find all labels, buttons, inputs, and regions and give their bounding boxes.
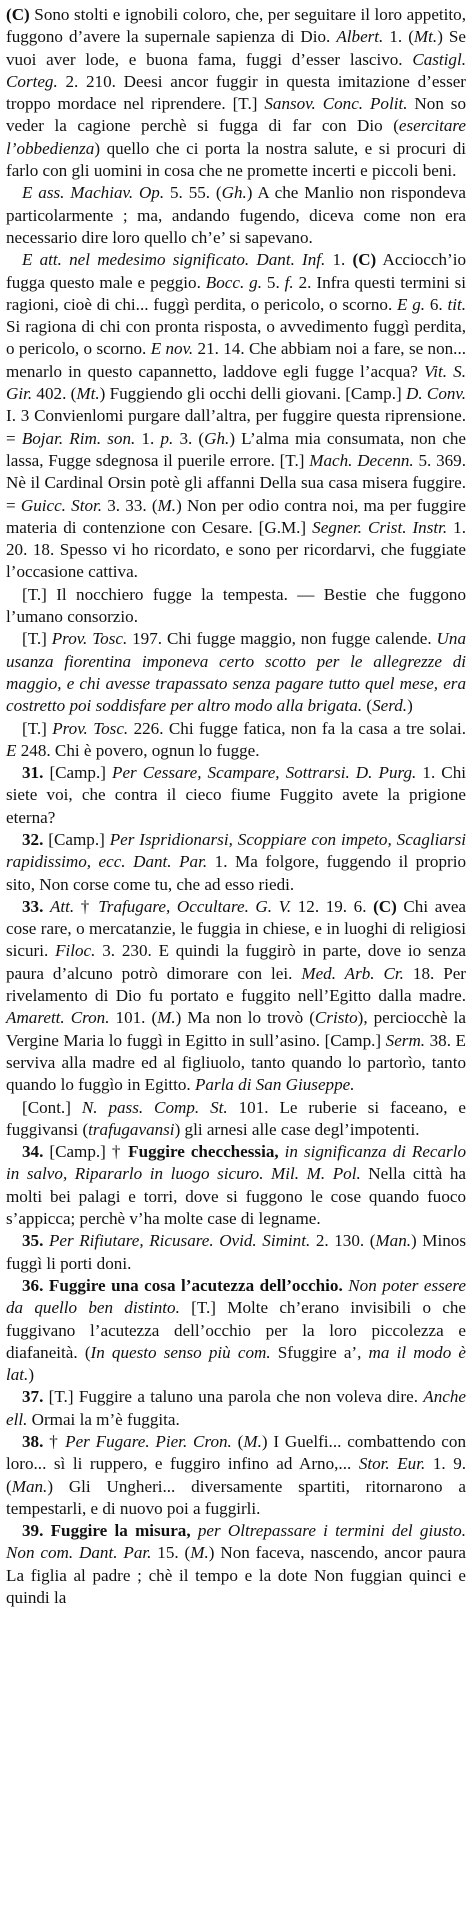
dictionary-entry-paragraph: E att. nel medesimo significato. Dant. Inf. 1. (C) Acciocch’io fugga questo male e peggio. Bocc. g. 5. f. 2. Infra questi termini si ragioni, cioè di chi... fuggì perdita, o pericolo, o scorno. E g. 6. tit. Si ragiona di chi con pronta risposta, o avvedimento fuggì perdita, o pericolo, o scorno. E nov. 21. 14. Che abbiam noi a fare, se non... menarlo in questo capannetto, laddove egli fugge l’acqua? Vit. S. Gir. 402. (Mt.) Fuggiendo gli occhi delli giovani. [Camp.] D. Conv. I. 3 Convienlomi purgare dall’altra, per fuggire questa riprensione. = Bojar. Rim. son. 1. p. 3. (Gh.) L’alma mia consumata, non che lassa, Fugge sdegnosa il puerile errore. [T.] Mach. Decenn. 5. 369. Nè il Cardinal Orsin potè gli affanni Della sua casa misera fuggire. = Guicc. Stor. 3. 33. (M.) Non per odio contra noi, ma per fuggire materia di contenzione con Cesare. [G.M.] Segner. Crist. Instr. 1. 20. 18. Spesso vi ho ricordato, e sono per ricordarvi, che fuggiate l’occasione cattiva. bbox=[6, 250, 467, 582]
dictionary-entry-paragraph: 34. [Camp.] † Fuggire checchessia, in significanza di Recarlo in salvo, Ripararlo in luogo sicuro. Mil. M. Pol. Nella città ha molti bei palagi e torri, dove si fuggono le cose quando fuoco s’appicca; perchè v’ha molte case di legname. bbox=[6, 1142, 466, 1229]
dictionary-entry-paragraph: 39. Fuggire la misura, per Oltrepassare i termini del giusto. Non com. Dant. Par. 15. (M.) Non faceva, nascendo, ancor paura La figlia al padre ; chè il tempo e la dote Non fuggian quinci e quindi la bbox=[6, 1521, 466, 1608]
dictionary-entry-paragraph: (C) Sono stolti e ignobili coloro, che, per seguitare il loro appetito, fuggono d’avere la supernale sapienza di Dio. Albert. 1. (Mt.) Se vuoi aver lode, e buona fama, fuggi d’esser lascivo. Castigl. Corteg. 2. 210. Deesi ancor fuggir in questa imitazione d’esser troppo mordace nel riprendere. [T.] Sansov. Conc. Polit. Non so veder la cagione perchè si fugga di far con Dio (esercitare l’obbedienza) quello che ci porta la nostra salute, e si procuri di farlo con gli uomini in cosa che ne promette incerti e piccoli beni. bbox=[6, 5, 467, 181]
dictionary-entry-paragraph: [T.] Il nocchiero fugge la tempesta. — Bestie che fuggono l’umano consorzio. bbox=[6, 584, 466, 627]
dictionary-entry-paragraph: [T.] Prov. Tosc. 197. Chi fugge maggio, non fugge calende. Una usanza fiorentina imponeva certo scotto per le allegrezze di maggio, e chi avesse trapassato senza pagare tutto quel mese, era costretto poi soddisfare per altro modo alla brigata. (Serd.) bbox=[6, 629, 466, 716]
dictionary-entry-paragraph: [T.] Prov. Tosc. 226. Chi fugge fatica, non fa la casa a tre solai. E 248. Chi è povero, ognun lo fugge. bbox=[6, 718, 467, 760]
dictionary-entry-paragraph: E ass. Machiav. Op. 5. 55. (Gh.) A che Manlio non rispondeva particolarmente ; ma, andando fugendo, diceva come non era necessario dire loro quello ch’e’ si sapevano. bbox=[6, 183, 467, 247]
dictionary-entry-paragraph: [Cont.] N. pass. Comp. St. 101. Le ruberie si faceano, e fuggivansi (trafugavansi) gli arnesi alle case degl’impotenti. bbox=[6, 1097, 466, 1139]
dictionary-entry-paragraph: 36. Fuggire una cosa l’acutezza dell’occhio. Non poter essere da quello ben distinto. [T.] Molte ch’erano invisibili o che fuggivano l’acutezza dell’occhio per la loro piccolezza e diafaneità. (In questo senso più com. Sfuggire a’, ma il modo è lat.) bbox=[6, 1275, 466, 1385]
dictionary-entry-paragraph: 35. Per Rifiutare, Ricusare. Ovid. Simint. 2. 130. (Man.) Minos fuggì li porti doni. bbox=[6, 1231, 466, 1273]
dictionary-entry-paragraph: 38. † Per Fugare. Pier. Cron. (M.) I Guelfi... combattendo con loro... sì li ruppero, e fuggiro infino ad Arno,... Stor. Eur. 1. 9. (Man.) Gli Ungheri... diversamente spartiti, ritornarono a tempestarli, e di nuovo poi a fuggirli. bbox=[6, 1432, 467, 1518]
dictionary-entry-paragraph: 32. [Camp.] Per Ispridionarsi, Scoppiare con impeto, Scagliarsi rapidissimo, ecc. Dant. Par. 1. Ma folgore, fuggendo il proprio sito, Non corse come tu, che ad esso riedi. bbox=[6, 829, 466, 894]
dictionary-entry-paragraph: 33. Att. † Trafugare, Occultare. G. V. 12. 19. 6. (C) Chi avea cose rare, o mercatanzie, le fuggia in chiese, e in luoghi di religiosi sicuri. Filoc. 3. 230. E quindi la fuggirò in parte, dove io senza paura d’alcuno potrò dimorare con lei. Med. Arb. Cr. 18. Per rivelamento di Dio fu portato e fuggito nell’Egitto dalla madre. Amarett. Cron. 101. (M.) Ma non lo trovò (Cristo), perciocchè la Vergine Maria lo fuggì in Egitto in sull’asino. [Camp.] Serm. 38. E serviva alla madre ed al figliuolo, tanto quando lo partorìo, tanto quando lo fuggìo in Egitto. Parla di San Giuseppe. bbox=[6, 896, 467, 1095]
dictionary-entry-paragraph: 37. [T.] Fuggire a taluno una parola che non voleva dire. Anche ell. Ormai la m’è fuggita. bbox=[6, 1387, 466, 1429]
dictionary-entry-paragraph: 31. [Camp.] Per Cessare, Scampare, Sottrarsi. D. Purg. 1. Chi siete voi, che contra il cieco fiume Fuggito avete la prigione eterna? bbox=[6, 763, 466, 827]
